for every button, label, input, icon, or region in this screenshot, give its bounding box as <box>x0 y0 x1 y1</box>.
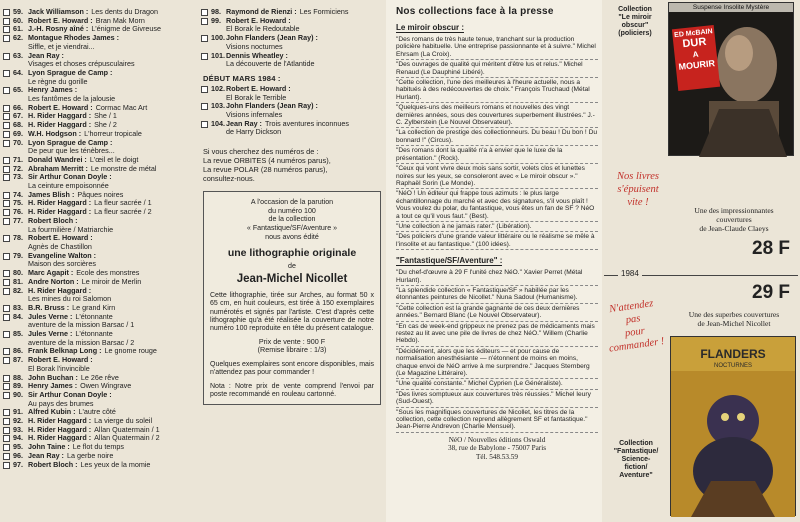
checkbox[interactable] <box>3 462 10 469</box>
checkbox[interactable] <box>3 444 10 451</box>
entry-number: 104. <box>211 119 225 128</box>
entry-number: 81. <box>13 277 23 286</box>
entry-title: Les yeux de la momie <box>80 460 151 469</box>
catalog-entry <box>3 391 196 400</box>
availability: Quelques exemplaires sont encore disponibles, mais n'attendez pas pour commander ! <box>210 360 374 377</box>
checkbox[interactable] <box>3 122 10 129</box>
entry-author: James Blish : <box>28 190 75 199</box>
entry-title: L'étonnante <box>75 330 113 339</box>
press-quote: "Sous les magnifiques couvertures de Nicollet, les titres de la collection, cette collection reprend allègrement SF et fantastique." Jean-Pierre Andrevon (Charlie Mensuel). <box>396 409 598 433</box>
press-quote: "Quelques-uns des meilleurs romans et nouvelles des vingt dernières années, sous des couvertures superbement illustrées." J.-C. Zylberstein (Le Nouvel Observateur). <box>396 104 598 128</box>
catalog-entry <box>3 347 196 356</box>
entry-number: 103. <box>211 102 225 111</box>
collection-label-fantastique: Collection "Fantastique/ Science- fiction/ Aventure" <box>613 440 659 479</box>
catalog-entry <box>201 102 383 111</box>
entry-subtitle: Les mines du roi Salomon <box>28 295 112 304</box>
entry-number: 91. <box>13 408 23 417</box>
checkbox[interactable] <box>3 131 10 138</box>
catalog-entry <box>3 269 196 278</box>
entry-author: Lyon Sprague de Camp : <box>28 68 113 77</box>
entry-number: 99. <box>211 16 221 25</box>
catalog-entry <box>3 104 196 113</box>
entry-author: H. Rider Haggard : <box>28 112 92 121</box>
entry-subtitle: de Harry Dickson <box>226 128 282 137</box>
catalog-entry <box>3 452 196 461</box>
catalog-entry <box>3 208 196 217</box>
checkbox[interactable] <box>3 331 10 338</box>
entry-title: Cormac Mac Art <box>95 103 148 112</box>
checkbox[interactable] <box>201 86 208 93</box>
cover-flanders: FLANDERS NOCTURNES <box>670 336 796 516</box>
entry-author: Andre Norton : <box>28 277 79 286</box>
cover-title-stamp: ED McBAIN DUR A MOURIR <box>672 25 720 91</box>
quotes-fantastique <box>396 269 598 433</box>
entry-title: Pâques noires <box>77 190 124 199</box>
entry-author: Dennis Wheatley : <box>226 51 288 60</box>
entry-title: Trois aventures inconnues <box>264 119 350 128</box>
checkbox[interactable] <box>3 288 10 295</box>
lithograph-box: A l'occasion de la parution du numéro 100 de la collection « Fantastique/SF/Aventure » nous avons édité une lithographie originale de Jean-Michel Nicollet Cette lithographie, tirée sur Arches, au format 50 x 65 cm, en huit couleurs, est tirée à 150 exemplaires numérotés et signés par l'artiste. C'est d'après cette lithographie qu'a été réalisée la couverture de notre numéro 100 reproduite en tête du présent catalogue. Prix de vente : 900 F (Remise libraire : 1/3) Quelques exemplaires sont encore disponibles, mais n'attendez pas pour commander ! Nota : Notre prix de vente comprend l'envoi par poste recommandé en rouleau cartonné. <box>203 191 381 404</box>
entry-number: 77. <box>13 216 23 225</box>
discount: (Remise libraire : 1/3) <box>257 345 327 355</box>
entry-author: Sir Arthur Conan Doyle : <box>28 390 112 399</box>
catalog-entry <box>3 69 196 78</box>
catalog-entry <box>3 330 196 339</box>
checkbox[interactable] <box>3 113 10 120</box>
entry-title: She / 1 <box>94 112 117 121</box>
entry-number: 61. <box>13 25 23 34</box>
entry-subtitle: El Borak le Redoutable <box>226 25 300 34</box>
press-column <box>386 0 602 522</box>
section-heading: DÉBUT MARS 1984 : <box>203 73 281 83</box>
entry-author: H. Rider Haggard : <box>28 286 92 295</box>
entry-number: 59. <box>13 8 23 16</box>
catalog-entry <box>3 278 196 287</box>
checkbox[interactable] <box>3 157 10 164</box>
checkbox[interactable] <box>201 53 208 60</box>
checkbox[interactable] <box>3 192 10 199</box>
entry-author: Robert Bloch : <box>28 460 78 469</box>
checkbox[interactable] <box>3 357 10 364</box>
entry-author: Jean Ray : <box>226 119 262 128</box>
checkbox[interactable] <box>3 200 10 207</box>
catalog-entry <box>3 252 196 261</box>
entry-number: 84. <box>13 312 23 321</box>
catalog-entry <box>3 156 196 165</box>
entry-author: Jean Ray : <box>28 51 64 60</box>
collection-label-miroir: Collection "Le miroir obscur" (policiers) <box>618 6 652 37</box>
catalog-entry <box>3 165 196 174</box>
catalog-entry <box>3 191 196 200</box>
press-quote: "Du chef-d'œuvre à 29 F l'unité chez NéO." Xavier Perret (Métal Hurlant). <box>396 269 598 286</box>
entry-title: Allan Quatermain / 2 <box>94 434 160 443</box>
entry-number: 89. <box>13 382 23 391</box>
catalog-entry <box>3 217 196 226</box>
entry-author: Alfred Kubin : <box>28 408 76 417</box>
catalog-column-1 <box>0 0 196 522</box>
checkbox[interactable] <box>3 9 10 16</box>
entry-author: H. Rider Haggard : <box>28 121 92 130</box>
entry-number: 100. <box>211 34 225 43</box>
entry-author: Robert E. Howard : <box>226 84 291 93</box>
entry-author: Henry James : <box>28 382 78 391</box>
entry-title: Owen Wingrave <box>80 382 132 391</box>
entry-number: 60. <box>13 16 23 25</box>
entry-number: 65. <box>13 86 23 95</box>
handwritten-note-1: Nos livres s'épuisent vite ! <box>617 171 659 208</box>
reviews-note: Si vous cherchez des numéros de : La revue ORBITES (4 numéros parus), La revue POLAR (28 numéros parus), consultez-nous. <box>203 147 331 184</box>
catalog-entry <box>3 86 196 95</box>
lithograph-title: une lithographie originale <box>227 247 357 260</box>
catalog-entry <box>3 234 196 243</box>
entry-number: 101. <box>211 51 225 60</box>
entry-subtitle: Visions infernales <box>226 111 283 120</box>
entry-number: 92. <box>13 417 23 426</box>
checkbox[interactable] <box>3 270 10 277</box>
entry-number: 76. <box>13 208 23 217</box>
entry-number: 90. <box>13 390 23 399</box>
entry-author: John Buchan : <box>28 373 78 382</box>
catalog-entry <box>3 139 196 148</box>
entry-title: L'étonnante <box>75 312 113 321</box>
press-quote: "Des policiers d'une grande valeur littéraire ou le réalisme se mêle à l'insolite et au fantastique." (100 idées). <box>396 233 598 250</box>
catalog-entry <box>3 434 196 443</box>
entry-author: Robert E. Howard : <box>226 16 291 25</box>
entry-author: John Flanders (Jean Ray) : <box>226 34 318 43</box>
entry-number: 97. <box>13 460 23 469</box>
entry-number: 75. <box>13 199 23 208</box>
artist-name: Jean-Michel Nicollet <box>236 272 348 285</box>
entry-author: Montague Rhodes James : <box>28 34 120 43</box>
entry-subtitle: El Borak le Terrible <box>226 93 287 102</box>
entry-title: Les dents du Dragon <box>91 8 158 16</box>
checkbox[interactable] <box>3 26 10 33</box>
entry-number: 86. <box>13 347 23 356</box>
entry-subtitle: La fourmilière / Matriarchie <box>28 225 114 234</box>
entry-number: 64. <box>13 68 23 77</box>
entry-number: 70. <box>13 138 23 147</box>
catalog-entry <box>3 417 196 426</box>
nota: Nota : Notre prix de vente comprend l'envoi par poste recommandé en rouleau cartonné. <box>210 382 374 399</box>
entry-number: 79. <box>13 251 23 260</box>
checkbox[interactable] <box>3 140 10 147</box>
cover-illustration-2 <box>671 371 795 517</box>
quotes-miroir <box>396 36 598 250</box>
press-quote: "Des ouvrages de qualité qui méritent d'être lus et relus." Michel Renaud (Le Dauphiné Libéré). <box>396 61 598 78</box>
section-fantastique: "Fantastique/SF/Aventure" : <box>396 256 503 266</box>
checkbox[interactable] <box>201 35 208 42</box>
catalog-entry <box>3 8 196 17</box>
entry-title: Le flot du temps <box>72 443 124 452</box>
entry-author: Jean Ray : <box>28 451 64 460</box>
checkbox[interactable] <box>3 253 10 260</box>
entry-title: Le monstre de métal <box>90 164 157 173</box>
checkbox[interactable] <box>3 383 10 390</box>
entry-title: L'autre côté <box>78 408 116 417</box>
entry-number: 98. <box>211 8 221 16</box>
checkbox[interactable] <box>3 392 10 399</box>
entry-author: Jules Verne : <box>28 330 73 339</box>
checkbox[interactable] <box>201 9 208 16</box>
entry-author: J.-H. Rosny aîné : <box>28 25 89 34</box>
caption-claeys: Une des impressionnantes couvertures de Jean-Claude Claeys <box>694 206 774 233</box>
catalog-entry <box>3 121 196 130</box>
entry-author: H. Rider Haggard : <box>28 425 92 434</box>
press-quote: "En cas de week-end grippeux ne prenez pas de médicaments mais restez au lit avec une pile de livres de chez NéO." Willem (Charlie Hebdo). <box>396 323 598 347</box>
lithograph-description: Cette lithographie, tirée sur Arches, au format 50 x 65 cm, en huit couleurs, est tirée à 150 exemplaires numérotés et signés par l'artiste. C'est d'après cette lithographie qu'a été réalisée la couverture de notre numéro 100 reproduite en tête du présent catalogue. <box>210 291 374 333</box>
entry-title: L'horreur tropicale <box>84 129 142 138</box>
press-quote: "La splendide collection « Fantastique/SF » habillée par les étonnantes peintures de Nicollet." Nuna Sadoul (Humanisme). <box>396 287 598 304</box>
entry-author: W.H. Hodgson : <box>28 129 82 138</box>
checkbox[interactable] <box>3 418 10 425</box>
entry-number: 72. <box>13 164 23 173</box>
checkbox[interactable] <box>3 105 10 112</box>
entry-subtitle: Visages et choses crépusculaires <box>28 60 135 69</box>
covers-column <box>602 0 800 522</box>
entry-subtitle: aventure de la mission Barsac / 2 <box>28 338 135 347</box>
catalog-entry <box>3 461 196 470</box>
entry-number: 63. <box>13 51 23 60</box>
entry-number: 94. <box>13 434 23 443</box>
catalog-entry <box>3 313 196 322</box>
entry-number: 67. <box>13 112 23 121</box>
press-quote: "Des livres somptueux aux couvertures très réussies." Michel Ieury (Sud-Ouest). <box>396 391 598 408</box>
cover-dur-a-mourir: Suspense Insolite Mystère ED McBAIN DUR A MOURIR <box>668 2 794 156</box>
entry-author: Jules Verne : <box>28 312 73 321</box>
checkbox[interactable] <box>3 218 10 225</box>
entry-title: L'énigme de Givreuse <box>91 25 162 34</box>
press-quote: "Ceux qui vont vivre deux mois sans sortir, volets clos et lunettes noires sur les yeux, se consoleront avec « Le miroir obscur »." Raphaël Sorin (Le Monde). <box>396 165 598 189</box>
entry-subtitle: Agnès de Chastillon <box>28 242 92 251</box>
entry-title: La vierge du soleil <box>94 417 153 426</box>
entry-title: La gerbe noire <box>66 451 114 460</box>
entry-number: 93. <box>13 425 23 434</box>
press-title: Nos collections face à la presse <box>396 6 554 17</box>
checkbox[interactable] <box>3 453 10 460</box>
entry-number: 102. <box>211 84 225 93</box>
entry-subtitle: Les fantômes de la jalousie <box>28 95 116 104</box>
checkbox[interactable] <box>201 103 208 110</box>
price-29: 29 F <box>752 282 791 303</box>
checkbox[interactable] <box>3 348 10 355</box>
entry-subtitle: La découverte de l'Atlantide <box>226 60 315 69</box>
entry-author: Jack Williamson : <box>28 8 89 16</box>
entry-title: She / 2 <box>94 121 117 130</box>
press-quote: "Cette collection, l'une des meilleures à l'heure actuelle, nous a habitués à des redécouvertes de choix." François Truchaud (Métal Hurlant). <box>396 79 598 103</box>
catalog-entry <box>3 382 196 391</box>
entry-author: Frank Belknap Long : <box>28 347 102 356</box>
checkbox[interactable] <box>3 427 10 434</box>
entry-author: Abraham Merritt : <box>28 164 88 173</box>
entry-title: Le 26e rêve <box>80 373 119 382</box>
catalog-entry <box>3 199 196 208</box>
catalog-column-2 <box>196 0 383 522</box>
checkbox[interactable] <box>3 18 10 25</box>
price: Prix de vente : 900 F <box>258 336 326 346</box>
entry-author: Evangeline Walton : <box>28 251 97 260</box>
checkbox[interactable] <box>3 87 10 94</box>
checkbox[interactable] <box>3 70 10 77</box>
checkbox[interactable] <box>3 209 10 216</box>
catalog-entry <box>3 374 196 383</box>
entry-author: Marc Agapit : <box>28 269 74 278</box>
entry-number: 66. <box>13 103 23 112</box>
catalog-entry <box>201 34 383 43</box>
entry-author: Robert E. Howard : <box>28 16 93 25</box>
entry-number: 96. <box>13 451 23 460</box>
entry-title: La fleur sacrée / 1 <box>94 199 152 208</box>
catalog-entry <box>3 173 196 182</box>
entry-author: H. Rider Haggard : <box>28 417 92 426</box>
entry-author: Henry James : <box>28 86 78 95</box>
checkbox[interactable] <box>3 235 10 242</box>
entry-subtitle: Au pays des brumes <box>28 399 94 408</box>
entry-number: 69. <box>13 129 23 138</box>
press-quote: "Une qualité constante." Michel Cyprien (Le Généraliste). <box>396 380 598 389</box>
entry-number: 73. <box>13 173 23 182</box>
checkbox[interactable] <box>201 121 208 128</box>
entry-number: 62. <box>13 34 23 43</box>
entry-number: 68. <box>13 121 23 130</box>
entry-author: Robert Bloch : <box>28 216 78 225</box>
year-label: 1984 <box>618 269 642 278</box>
entry-author: Robert E. Howard : <box>28 103 93 112</box>
checkbox[interactable] <box>3 409 10 416</box>
catalog-entry <box>3 287 196 296</box>
checkbox[interactable] <box>3 174 10 181</box>
entry-author: Robert E. Howard : <box>28 356 93 365</box>
entry-subtitle: De peur que les ténèbres... <box>28 147 115 156</box>
catalog-entry <box>201 52 383 61</box>
entry-subtitle: Le règne du gorille <box>28 77 88 86</box>
catalog-entry <box>201 8 383 17</box>
press-quote: "Des romans dont la qualité n'a à envier que le luxe de la présentation." (Rock). <box>396 147 598 164</box>
entry-number: 88. <box>13 373 23 382</box>
entry-title: Les Formiciens <box>299 8 349 16</box>
press-quote: "Cette collection est la grande gagnante de ces deux dernières années." Bernard Blanc (Le Nouvel Observateur). <box>396 305 598 322</box>
checkbox[interactable] <box>3 279 10 286</box>
entry-author: Sir Arthur Conan Doyle : <box>28 173 112 182</box>
entry-subtitle: El Borak l'invincible <box>28 364 90 373</box>
press-quote: "Décidément, alors que les éditeurs — et pour cause de normalisation anesthésiante — n'étonnent de moins en moins, chaque envoi de NéO arrive à me surprendre." Jacques Sternberg (Le Magazine Littéraire). <box>396 348 598 380</box>
checkbox[interactable] <box>3 305 10 312</box>
press-quote: "NéO ! Un éditeur qui frappe tous azimuts : le plus large échantillonnage du marché et avec des signatures, s'il vous plaît ! Vous voulez du polar, du fantastique, vous êtes un fan de SF ? NéO a tout ce qu'il vous faut." (Best). <box>396 190 598 222</box>
entry-number: 83. <box>13 303 23 312</box>
catalog-list-a <box>201 8 383 69</box>
press-quote: "Des romans de très haute tenue, tranchant sur la production policière habituelle. Une entreprise passionnante et à suivre." Michel Ehrsam (La Croix). <box>396 36 598 60</box>
entry-subtitle: Maison des sorcières <box>28 260 96 269</box>
entry-subtitle: Siffle, et je viendrai... <box>28 42 95 51</box>
entry-author: Robert E. Howard : <box>28 234 93 243</box>
entry-title: Ecole des monstres <box>76 269 140 278</box>
entry-number: 74. <box>13 190 23 199</box>
catalog-entry <box>3 25 196 34</box>
entry-number: 82. <box>13 286 23 295</box>
entry-subtitle: La ceinture empoisonnée <box>28 182 109 191</box>
section-miroir-obscur: Le miroir obscur : <box>396 23 465 32</box>
catalog-entry <box>3 34 196 43</box>
entry-author: Lyon Sprague de Camp : <box>28 138 113 147</box>
entry-author: John Flanders (Jean Ray) : <box>226 102 318 111</box>
checkbox[interactable] <box>3 53 10 60</box>
entry-number: 71. <box>13 155 23 164</box>
press-quote: "La collection de prestige des collectionneurs. Du beau ! Du bon ! Du bonnard !" (Circus). <box>396 129 598 146</box>
entry-number: 80. <box>13 269 23 278</box>
catalog-entry <box>3 112 196 121</box>
handwritten-note-2: N'attendez pas pour commander ! <box>608 298 666 355</box>
checkbox[interactable] <box>3 166 10 173</box>
catalog-entry <box>3 356 196 365</box>
checkbox[interactable] <box>201 18 208 25</box>
catalog-entry <box>201 85 383 94</box>
entry-number: 95. <box>13 443 23 452</box>
entry-author: H. Rider Haggard : <box>28 199 92 208</box>
entry-title: La fleur sacrée / 2 <box>94 208 152 217</box>
checkbox[interactable] <box>3 314 10 321</box>
entry-number: 78. <box>13 234 23 243</box>
publisher-address: NéO / Nouvelles éditions Oswald 38, rue de Babylone - 75007 Paris Tél. 548.53.59 <box>447 435 546 462</box>
entry-title: Le grand Kirn <box>72 303 116 312</box>
catalog-entry <box>3 52 196 61</box>
entry-title: Le miroir de Merlin <box>81 277 142 286</box>
checkbox[interactable] <box>3 375 10 382</box>
catalog-entry <box>201 120 383 129</box>
checkbox[interactable] <box>3 435 10 442</box>
catalog-entry <box>3 408 196 417</box>
entry-title: Le gnome rouge <box>104 347 157 356</box>
catalog-entry <box>3 130 196 139</box>
entry-subtitle: aventure de la mission Barsac / 1 <box>28 321 135 330</box>
catalog-entry <box>3 443 196 452</box>
press-quote: "Une collection à ne jamais rater." (Libération). <box>396 223 598 232</box>
entry-title: L'œil et le doigt <box>89 155 139 164</box>
entry-author: B.R. Bruss : <box>28 303 70 312</box>
catalog-entry <box>3 304 196 313</box>
entry-author: H. Rider Haggard : <box>28 208 92 217</box>
entry-number: 85. <box>13 330 23 339</box>
entry-number: 87. <box>13 356 23 365</box>
catalog-entry <box>3 17 196 26</box>
catalog-list-b <box>201 85 383 137</box>
entry-title: Allan Quatermain / 1 <box>94 425 160 434</box>
entry-author: John Taine : <box>28 443 70 452</box>
catalog-entry <box>201 17 383 26</box>
entry-author: Donald Wandrei : <box>28 155 87 164</box>
caption-nicollet: Une des superbes couvertures de Jean-Michel Nicollet <box>688 310 780 328</box>
entry-subtitle: Visions nocturnes <box>226 42 283 51</box>
entry-author: Raymond de Rienzi : <box>226 8 297 16</box>
catalog-entry <box>3 426 196 435</box>
entry-title: Bran Mak Morn <box>95 16 145 25</box>
price-28: 28 F <box>752 238 791 259</box>
entry-author: H. Rider Haggard : <box>28 434 92 443</box>
checkbox[interactable] <box>3 35 10 42</box>
